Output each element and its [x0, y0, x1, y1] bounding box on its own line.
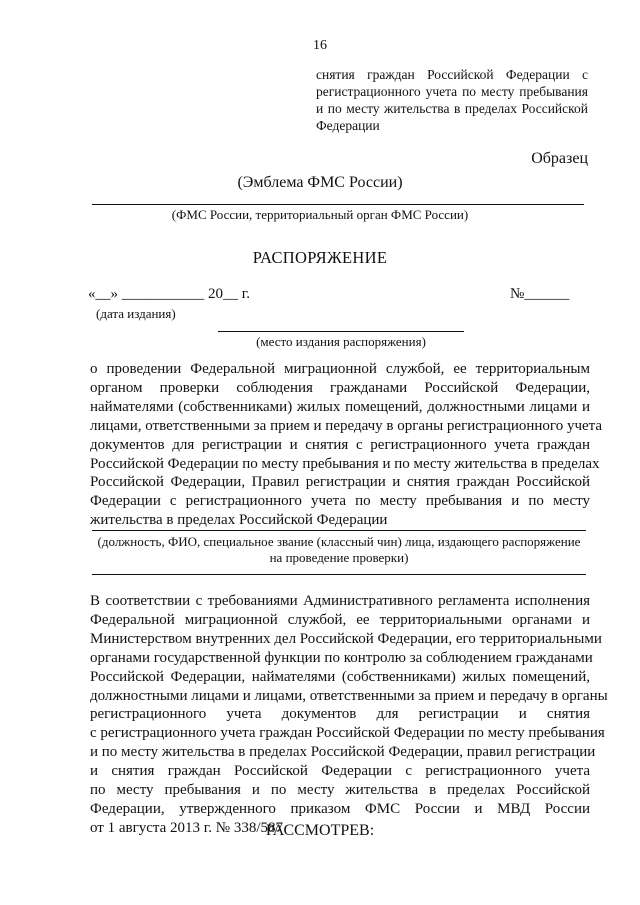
body-line: и снятия граждан Российской Федерации с регистрационного учета [90, 763, 590, 780]
body-line: Федеральной миграционной службой, ее территориальными органами и [90, 611, 590, 628]
document-number-field: №______ [510, 286, 570, 302]
closing-heading: РАССМОТРЕВ: [265, 822, 375, 839]
subject-line: Федерации с регистрационного учета по месту пребывания и по месту [90, 493, 590, 510]
document-title: РАСПОРЯЖЕНИЕ [252, 248, 388, 267]
body-line: с регистрационного учета граждан Российской Федерации по месту пребывания [90, 725, 605, 742]
subject-line: Российской Федерации, Правил регистрации и снятия граждан Российской [90, 474, 590, 491]
body-line: В соответствии с требованиями Административного регламента исполнения [90, 593, 590, 609]
body-line: Министерством внутренних дел Российской Федерации, его территориальными [90, 630, 602, 647]
body-paragraph [90, 592, 608, 838]
subject-line: жительства в пределах Российской Федерации [90, 512, 388, 529]
subject-line: о проведении Федеральной миграционной службой, ее территориальным [90, 361, 590, 377]
body-line: и по месту жительства в пределах Российской Федерации, правил регистрации [90, 744, 596, 761]
subject-line: лицами, ответственными за прием и передачу в органы регистрационного учета [90, 417, 603, 434]
subject-line: наймателями (собственниками) жилых помещений, должностными лицами и [90, 398, 590, 415]
body-line: должностными лицами и лицами, ответственными за прием и передачу в органы [90, 687, 608, 704]
issue-date-field: «__» ___________ 20__ г. [88, 286, 250, 302]
body-line: регистрационного учета документов для регистрации и снятия [90, 706, 590, 723]
header-note: снятия граждан Российской Федерации с регистрационного учета по месту пребывания и по месту жительства в пределах Российской Федерации [316, 67, 588, 133]
official-caption: (должность, ФИО, специальное звание (классный чин) лица, издающего распоряжение на проведение проверки) [97, 534, 581, 565]
subject-line: органом проверки соблюдения гражданами Российской Федерации, [90, 379, 590, 396]
place-line [218, 331, 464, 332]
order-subject [90, 360, 603, 530]
body-line: от 1 августа 2013 г. № 338/587 [90, 819, 283, 836]
body-line: по месту пребывания и по месту жительства в пределах Российской [90, 782, 590, 799]
official-line-bottom [92, 574, 586, 575]
official-line [92, 530, 586, 531]
body-line: Российской Федерации, наймателями (собственниками) жилых помещений, [90, 668, 590, 685]
page-number: 16 [313, 38, 327, 53]
organ-caption: (ФМС России, территориальный орган ФМС России) [171, 207, 469, 222]
organ-line [92, 204, 584, 205]
body-line: Федерации, утвержденного приказом ФМС России и МВД России [90, 800, 590, 817]
date-caption: (дата издания) [96, 306, 176, 321]
body-line: органами государственной функции по контролю за соблюдением гражданами [90, 649, 593, 666]
emblem-placeholder: (Эмблема ФМС России) [237, 174, 403, 191]
place-caption: (место издания распоряжения) [256, 334, 426, 349]
subject-line: Российской Федерации по месту пребывания и по месту жительства в пределах [90, 455, 600, 472]
subject-line: документов для регистрации и снятия с регистрационного учета граждан [90, 436, 590, 453]
sample-label: Образец [531, 150, 588, 167]
